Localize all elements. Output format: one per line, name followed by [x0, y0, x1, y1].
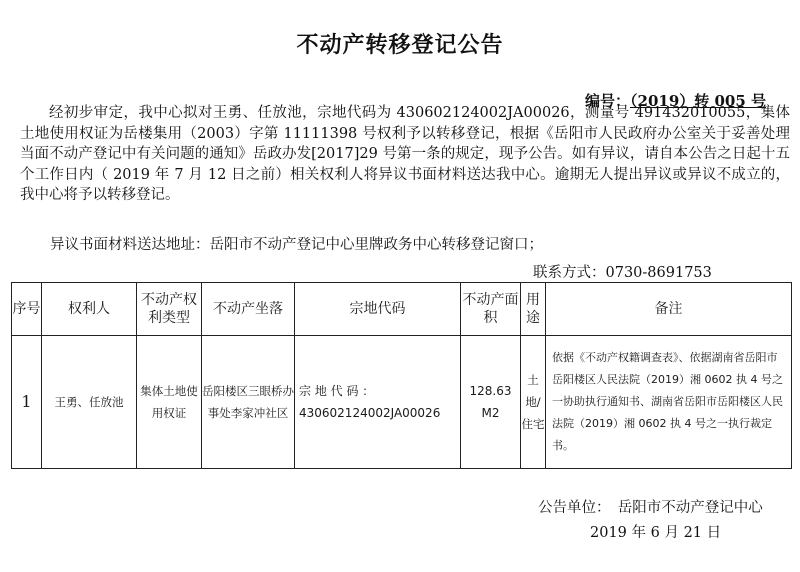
cell-holder: 王勇、任放池 [42, 336, 137, 469]
header-area: 不动产面积 [461, 283, 521, 336]
notice-table [11, 282, 792, 469]
table-header-row [12, 283, 792, 336]
notice-body: 经初步审定，我中心拟对王勇、任放池，宗地代码为 430602124002JA00026，测量号 491432010055，集体土地使用权证为岳楼集用（2003）字第 11111398 号权利予以转移登记，根据《岳阳市人民政府办公室关于妥善处理当面不动产登记中有关问题的通知》岳政办发[2017]29 号第一条的规定，现予公告。如有异议，请自本公告之日起十五个工作日内（ 2019 年 7 月 12 日之前）相关权利人将异议书面材料送达我中心。逾期无人提出异议或异议不成立的，我中心将予以转移登记。 [20, 105, 790, 203]
header-use: 用途 [521, 283, 546, 336]
cell-area: 128.63 M2 [461, 336, 521, 469]
cell-use: 土地/住宅 [521, 336, 546, 469]
cell-location: 岳阳楼区三眼桥办事处李家冲社区 [202, 336, 295, 469]
header-seq: 序号 [12, 283, 42, 336]
cell-seq: 1 [12, 336, 42, 469]
cell-right-type: 集体土地使用权证 [137, 336, 202, 469]
document-number-value: （2019）转 005 号 [630, 92, 767, 110]
cell-parcel-code: 宗 地 代 码 ：430602124002JA00026 [295, 336, 461, 469]
document-number-prefix: 编号： [585, 92, 631, 110]
header-right-type: 不动产权利类型 [137, 283, 202, 336]
contact-info: 联系方式：0730-8691753 [533, 265, 712, 281]
issue-date: 2019 年 6 月 21 日 [590, 525, 722, 541]
page-title: 不动产转移登记公告 [296, 32, 504, 58]
objection-address: 异议书面材料送达地址：岳阳市不动产登记中心里牌政务中心转移登记窗口； [50, 237, 543, 253]
table-row [12, 336, 792, 469]
header-remark: 备注 [546, 283, 792, 336]
header-holder: 权利人 [42, 283, 137, 336]
header-location: 不动产坐落 [202, 283, 295, 336]
issuing-unit: 公告单位： 岳阳市不动产登记中心 [538, 500, 763, 516]
cell-remark: 依据《不动产权籍调查表》、依据湖南省岳阳市岳阳楼区人民法院（2019）湘 0602 执 4 号之一协助执行通知书、湖南省岳阳市岳阳楼区人民法院（2019）湘 0602 执 4 号之一执行裁定书。 [546, 336, 792, 469]
header-parcel-code: 宗地代码 [295, 283, 461, 336]
